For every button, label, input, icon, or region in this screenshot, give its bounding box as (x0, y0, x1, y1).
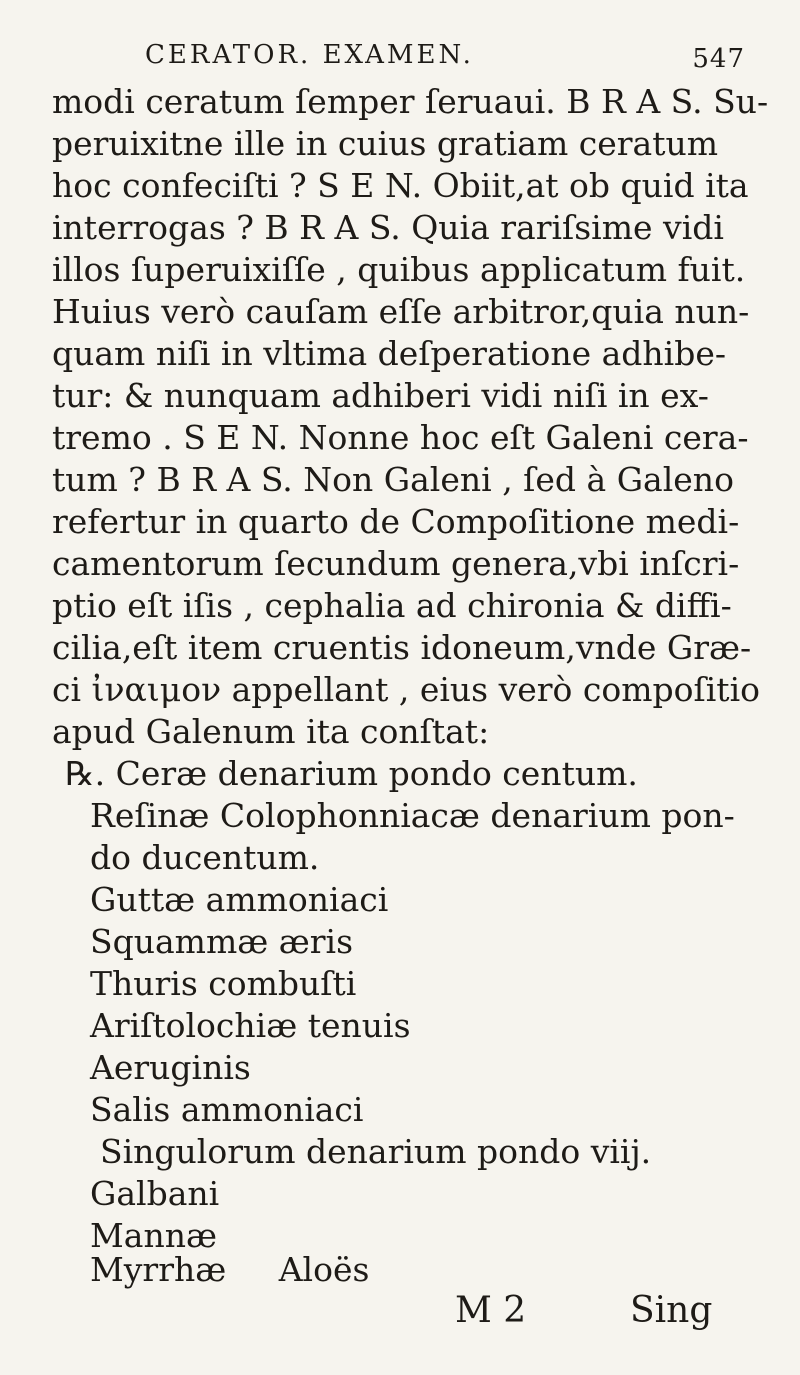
body-line: Huius verò cauſam eſſe arbitror,quia nun- (52, 292, 750, 331)
recipe-line: Myrrhæ Aloës (90, 1250, 370, 1289)
recipe-line: Thuris combuſti (90, 964, 357, 1003)
catchword: Sing (630, 1290, 713, 1331)
recipe-line: Squammæ æris (90, 922, 354, 961)
body-line: tur: & nunquam adhiberi vidi niſi in ex- (52, 376, 709, 415)
running-title: CERATOR. EXAMEN. (145, 40, 474, 70)
recipe-line: Reſinæ Colophonniacæ denarium pon- (90, 796, 735, 835)
recipe-line: Galbani (90, 1174, 220, 1213)
body-line: modi ceratum ſemper ſeruaui. B R A S. Su- (52, 82, 769, 121)
signature-mark: M 2 (455, 1290, 527, 1331)
body-line: apud Galenum ita conſtat: (52, 712, 490, 751)
recipe-line: Ariſtolochiæ tenuis (90, 1006, 411, 1045)
body-line: tum ? B R A S. Non Galeni , ſed à Galeno (52, 460, 734, 499)
recipe-line: Aeruginis (90, 1048, 251, 1087)
body-line: camentorum ſecundum genera,vbi inſcri- (52, 544, 740, 583)
body-line: cilia,eſt item cruentis idoneum,vnde Græ- (52, 628, 752, 667)
recipe-line: Singulorum denarium pondo viij. (100, 1132, 652, 1171)
body-line: ci ἰναιμον appellant , eius verò compoſitio (52, 670, 760, 709)
signature-row (0, 1290, 800, 1340)
body-line: quam niſi in vltima deſperatione adhibe- (52, 334, 727, 373)
body-line: illos ſuperuixiſſe , quibus applicatum fuit. (52, 250, 746, 289)
body-line: tremo . S E N. Nonne hoc eſt Galeni cera- (52, 418, 749, 457)
page-number: 547 (692, 44, 745, 74)
body-line: peruixitne ille in cuius gratiam ceratum (52, 124, 718, 163)
recipe-line: do ducentum. (90, 838, 320, 877)
recipe-line: Mannæ (90, 1216, 217, 1255)
body-line: refertur in quarto de Compoſitione medi- (52, 502, 740, 541)
running-header (145, 40, 745, 80)
recipe-line: Salis ammoniaci (90, 1090, 364, 1129)
recipe-line: ℞. Ceræ denarium pondo centum. (65, 754, 638, 793)
body-line: interrogas ? B R A S. Quia rariſsime vidi (52, 208, 724, 247)
body-line: hoc confeciſti ? S E N. Obiit,at ob quid ita (52, 166, 749, 205)
recipe-line: Guttæ ammoniaci (90, 880, 389, 919)
body-line: ptio eſt iſis , cephalia ad chironia & diffi- (52, 586, 732, 625)
